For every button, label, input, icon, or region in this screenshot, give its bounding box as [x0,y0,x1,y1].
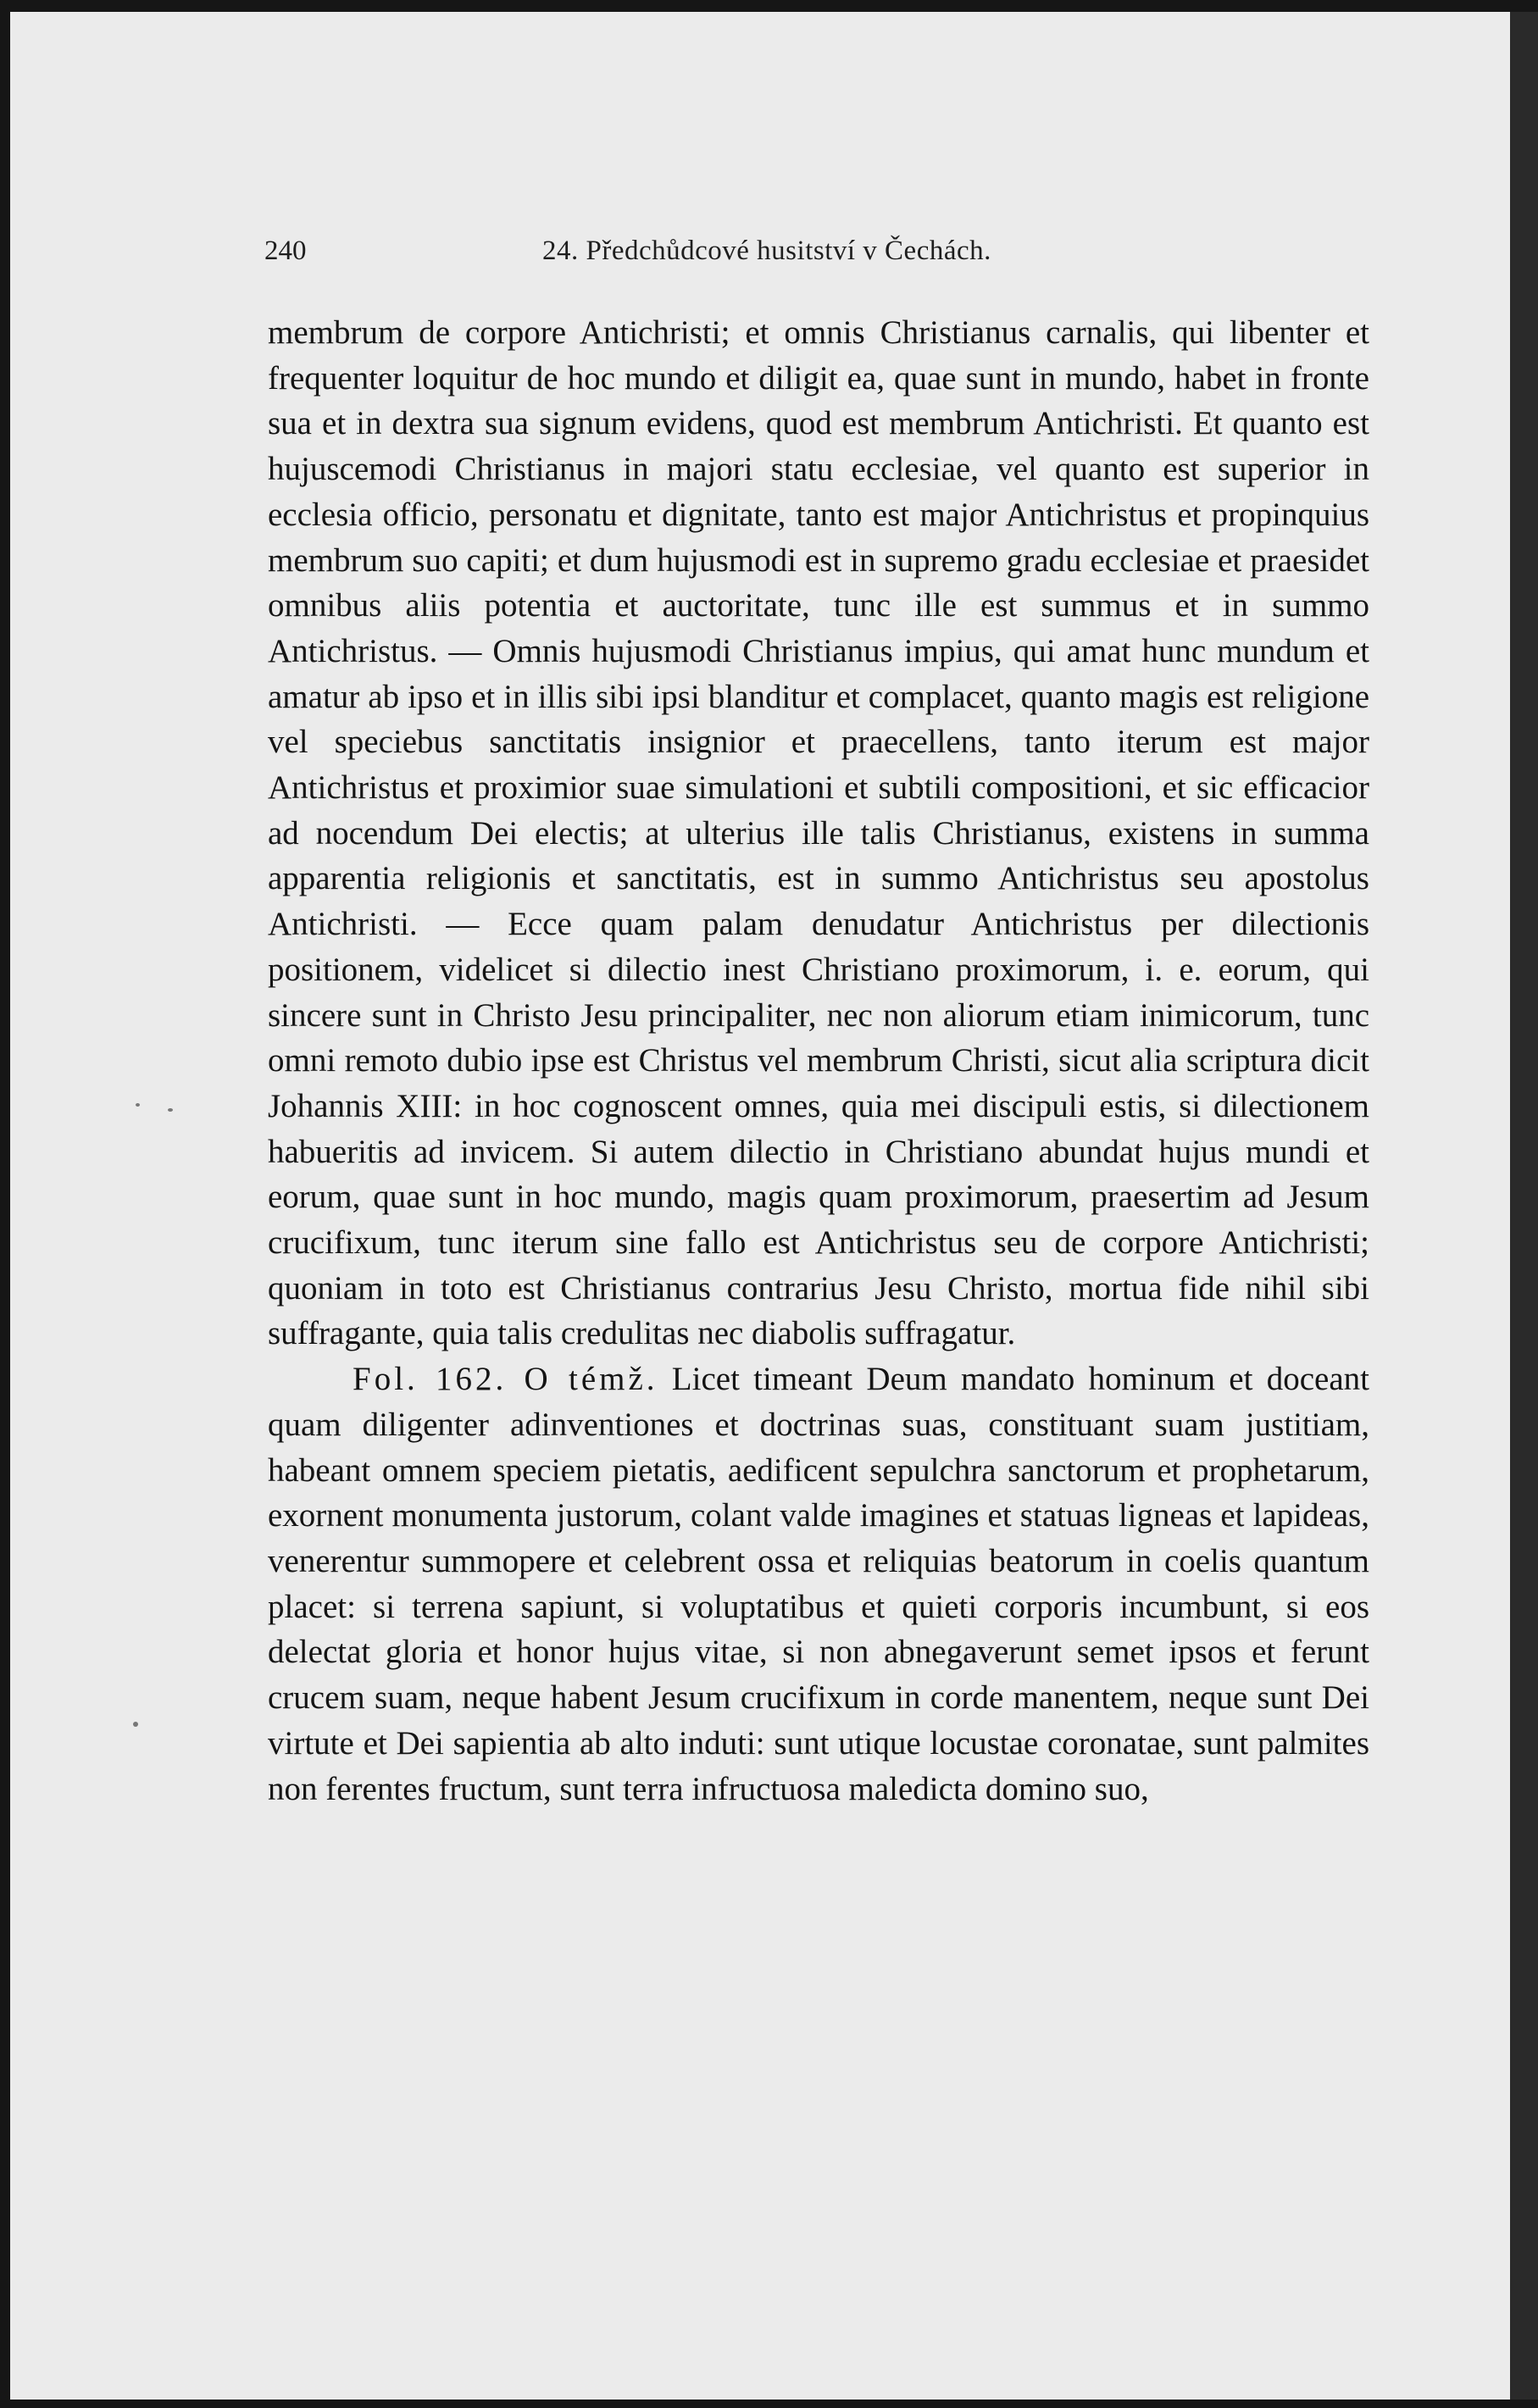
paragraph-text: Licet timeant Deum mandato hominum et doceant quam diligenter adinventiones et doctrinas suas, constituant suam justitiam, habeant omnem speciem pietatis, aedificent sepulchra sanctorum et prophetarum, exornent monumenta justorum, colant valde imagines et statuas ligneas et lapideas, venerentur summopere et celebrent ossa et reliquias beatorum in coelis quantum placet: si terrena sapiunt, si voluptatibus et quieti corporis incumbunt, si eos delectat gloria et honor hujus vitae, si non abnegaverunt semet ipsos et ferunt crucem suam, neque habent Jesum crucifixum in corde manentem, neque sunt Dei virtute et Dei sapientia ab alto induti: sunt utique locustae coronatae, sunt palmites non ferentes fructum, sunt terra infructuosa maledicta domino suo, [268,1361,1369,1807]
paragraph [268,310,1369,1357]
scan-speck [136,1103,140,1107]
page-edge-shadow [1510,12,1538,2400]
page-header [264,236,1366,278]
body-text [268,310,1369,1812]
page-number: 240 [264,236,307,266]
running-title: 24. Předchůdcové husitství v Čechách. [542,236,991,266]
paragraph [268,1357,1369,1812]
paragraph-text: membrum de corpore Antichristi; et omnis Christianus carnalis, qui libenter et frequenter loquitur de hoc mundo et diligit ea, quae sunt in mundo, habet in fronte sua et in dextra sua signum evidens, quod est membrum Antichristi. Et quanto est hujuscemodi Christianus in majori statu ecclesiae, vel quanto est superior in ecclesia officio, personatu et dignitate, tanto est major Antichristus et propinquius membrum suo capiti; et dum hujusmodi est in supremo gradu ecclesiae et praesidet omnibus aliis potentia et auctoritate, tunc ille est summus et in summo Antichristus. — Omnis hujusmodi Christianus impius, qui amat hunc mundum et amatur ab ipso et in illis sibi ipsi blanditur et complacet, quanto magis est religione vel speciebus sanctitatis insignior et praecellens, tanto iterum est major Antichristus et proximior suae simulationi et subtili compositioni, et sic efficacior ad nocendum Dei electis; at ulterius ille talis Christianus, existens in summa apparentia religionis et sanctitatis, est in summo Antichristus seu apostolus Antichristi. — Ecce quam palam denudatur Antichristus per dilectionis positionem, videlicet si dilectio inest Christiano proximorum, i. e. eorum, qui sincere sunt in Christo Jesu principaliter, nec non aliorum etiam inimicorum, tunc omni remoto dubio ipse est Christus vel membrum Christi, sicut alia scriptura dicit Johannis XIII: in hoc cognoscent omnes, quia mei discipuli estis, si dilectionem habueritis ad invicem. Si autem dilectio in Christiano abundat hujus mundi et eorum, quae sunt in hoc mundo, magis quam proximorum, praesertim ad Jesum crucifixum, tunc iterum sine fallo est Antichristus seu de corpore Antichristi; quoniam in toto est Christianus contrarius Jesu Christo, mortua fide nihil sibi suffragante, quia talis credulitas nec diabolis suffragatur. [268,314,1369,1352]
scan-speck [168,1108,173,1112]
scan-speck [133,1722,138,1727]
paragraph-lead: Fol. 162. O témž. [353,1361,658,1398]
